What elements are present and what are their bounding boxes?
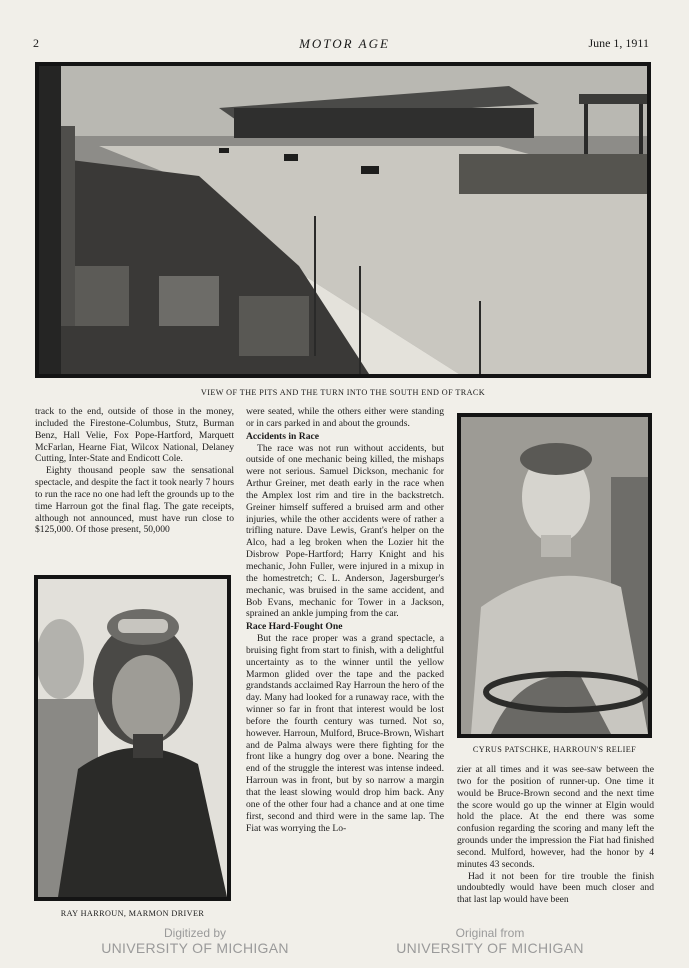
caption-left-photo: RAY HARROUN, MARMON DRIVER [60, 909, 205, 918]
column-2-text [246, 406, 444, 834]
footer-digitized-by: Digitized by [163, 926, 227, 940]
caption-top-photo: VIEW OF THE PITS AND THE TURN INTO THE SOUTH END OF TRACK [200, 388, 486, 397]
subhead-race-hard-fought: Race Hard-Fought One [246, 621, 343, 633]
cyrus-patschke-portrait [461, 417, 648, 734]
ray-harroun-portrait [38, 579, 227, 897]
race-track-image [39, 66, 647, 374]
column-1-text [35, 406, 234, 536]
col2-paragraph-2: The race was not run without accidents, but outside of one mechanic being killed, the mishaps were not serious. Samuel Dickson, mechanic for Arthur Greiner, met death early in the race when the Amplex lost rim and tire in the backstretch. Greiner himself suffered a bruised arm and other injuries, while the other accidents were of rather a trifling nature. Dave Lewis, Grant's helper on the Alco, had a leg broken when the Lozier hit the Disbrow Pope-Hartford; Harry Knight and his mechanic, John Fuller, were injured in a mixup in the homestretch; C. L. Anderson, Jagersburger's mechanic, was bruised in the same accident, and Bob Evans, mechanic for Tower in a Jackson, sprained an ankle jumping from the car. [246, 442, 444, 620]
page-number: 2 [33, 36, 39, 50]
magazine-title: MOTOR AGE [299, 36, 390, 51]
col1-paragraph-2: Eighty thousand people saw the sensational spectacle, and despite the fact it took nearly 7 hours to run the race no one had left the grounds up to the time Harroun got the final flag. The gate receipts, although not announced, must have run close to $125,000. Of those present, 50,000 [35, 465, 234, 536]
footer-original-from: Original from [455, 926, 525, 940]
col2-paragraph-1: were seated, while the others either were standing or in cars parked in and about the grounds. [246, 406, 444, 429]
footer-university-left: UNIVERSITY OF MICHIGAN [101, 940, 289, 956]
photo-ray-harroun [34, 575, 231, 901]
caption-right-photo: CYRUS PATSCHKE, HARROUN'S RELIEF [472, 745, 637, 754]
footer-original [390, 926, 590, 956]
col3-paragraph-2: Had it not been for tire trouble the finish undoubtedly would have been much closer and that last lap would have been [457, 870, 654, 906]
column-3-text [457, 764, 654, 906]
col2-paragraph-3: But the race proper was a grand spectacle, a bruising fight from start to finish, with a delightful uncertainty as to the winner until the yellow Marmon glided over the tape and the packed grandstands acclaimed Ray Harroun the hero of the day. Many had looked for a runaway race, with the winner so far in front that interest would be lost before the fourth century was turned. Not so, however. Harroun, Mulford, Bruce-Brown, Wishart and de Palma always were there fighting for the front like a hungry dog over a bone. Nearing the end of the struggle the interest was intense indeed. Harroun was in front, but by so narrow a margin that the least slowing would drop him back. Any one of the other four had a chance and at one time first, second and third were in the same lap. The Fiat was worrying the Lo- [246, 633, 444, 834]
issue-date: June 1, 1911 [588, 36, 649, 50]
col3-paragraph-1: zier at all times and it was see-saw between the two for the position of runner-up. One time it would be Bruce-Brown second and the next time the score would go up the winner at Elgin would hold the place. At the end there was some confusion regarding the scoring and many left the grounds under the impression the Fiat had finished second. Mulford, however, had the honor by 4 minutes 43 seconds. [457, 764, 654, 870]
photo-cyrus-patschke [457, 413, 652, 738]
footer-university-right: UNIVERSITY OF MICHIGAN [396, 940, 584, 956]
subhead-accidents: Accidents in Race [246, 430, 320, 442]
footer-digitized [95, 926, 295, 956]
photo-pits-and-turn [35, 62, 651, 378]
col1-paragraph-1: track to the end, outside of those in the money, included the Firestone-Columbus, Stutz, Burman Benz, Hall Velie, Fox Pope-Hartford, Marquett McFarlan, Hearne Fiat, Wilcox National, Delaney Cutting, Inter-State and Endicott Cole. [35, 406, 234, 465]
